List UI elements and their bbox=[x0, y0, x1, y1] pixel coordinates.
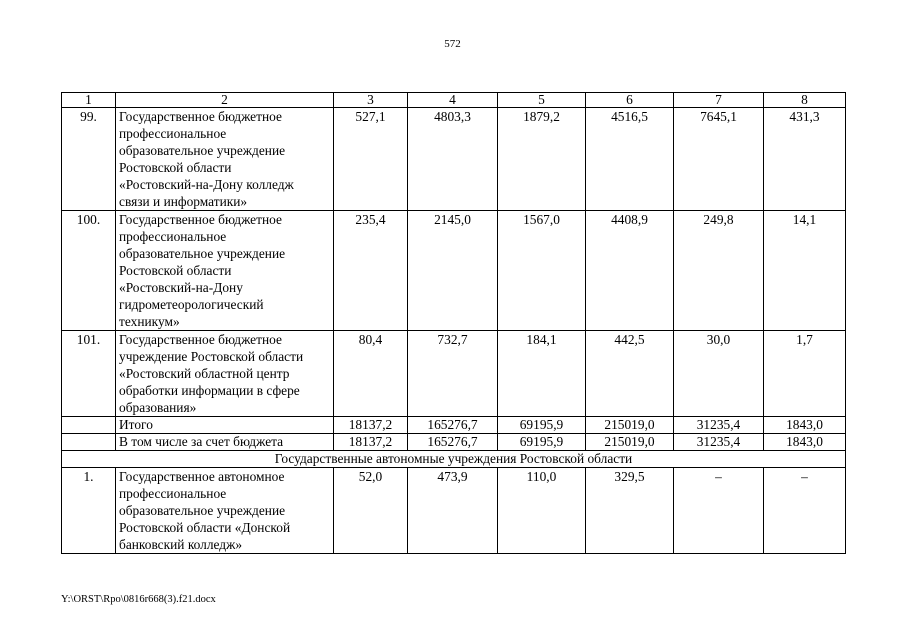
value-cell: 1843,0 bbox=[764, 434, 846, 451]
column-header: 1 bbox=[62, 93, 116, 108]
header-row bbox=[62, 93, 846, 108]
value-cell: 235,4 bbox=[334, 211, 408, 331]
column-header: 3 bbox=[334, 93, 408, 108]
institution-name-line: банковский колледж» bbox=[119, 537, 243, 552]
value-cell: 7645,1 bbox=[674, 108, 764, 211]
value-cell: 80,4 bbox=[334, 331, 408, 417]
total-row bbox=[62, 434, 846, 451]
row-number: 100. bbox=[62, 211, 116, 331]
value-cell: 69195,9 bbox=[498, 434, 586, 451]
value-cell: 2145,0 bbox=[408, 211, 498, 331]
value-cell: 31235,4 bbox=[674, 434, 764, 451]
institution-name-line: учреждение Ростовской области bbox=[119, 349, 304, 364]
institution-name-line: Государственное бюджетное bbox=[119, 332, 282, 347]
institution-name-line: образовательное учреждение bbox=[119, 246, 286, 261]
institution-name-line: образовательное учреждение bbox=[119, 503, 286, 518]
value-cell: 69195,9 bbox=[498, 417, 586, 434]
table-row bbox=[62, 211, 846, 331]
value-cell: 18137,2 bbox=[334, 434, 408, 451]
value-cell: 329,5 bbox=[586, 468, 674, 554]
total-row bbox=[62, 417, 846, 434]
column-header: 5 bbox=[498, 93, 586, 108]
table-row bbox=[62, 108, 846, 211]
value-cell: 249,8 bbox=[674, 211, 764, 331]
institution-name-line: Ростовской области «Донской bbox=[119, 520, 291, 535]
institution-name-line: «Ростовский-на-Дону bbox=[119, 280, 243, 295]
value-cell: 1843,0 bbox=[764, 417, 846, 434]
value-cell: 1567,0 bbox=[498, 211, 586, 331]
total-label: Итого bbox=[116, 417, 334, 434]
value-cell: 52,0 bbox=[334, 468, 408, 554]
value-cell: 4408,9 bbox=[586, 211, 674, 331]
value-cell: 4516,5 bbox=[586, 108, 674, 211]
institution-name-line: профессиональное bbox=[119, 486, 227, 501]
value-cell: 732,7 bbox=[408, 331, 498, 417]
institution-name-line: Ростовской области bbox=[119, 160, 232, 175]
institution-name bbox=[116, 108, 334, 211]
value-cell: 165276,7 bbox=[408, 417, 498, 434]
value-cell: 215019,0 bbox=[586, 434, 674, 451]
value-cell: 14,1 bbox=[764, 211, 846, 331]
value-cell: 431,3 bbox=[764, 108, 846, 211]
value-cell: 30,0 bbox=[674, 331, 764, 417]
total-label: В том числе за счет бюджета bbox=[116, 434, 334, 451]
value-cell: 4803,3 bbox=[408, 108, 498, 211]
institution-name-line: Государственное автономное bbox=[119, 469, 285, 484]
value-cell: 18137,2 bbox=[334, 417, 408, 434]
value-cell: 1,7 bbox=[764, 331, 846, 417]
column-header: 2 bbox=[116, 93, 334, 108]
row-number bbox=[62, 434, 116, 451]
institution-name-line: «Ростовский областной центр bbox=[119, 366, 290, 381]
value-cell: 184,1 bbox=[498, 331, 586, 417]
value-cell: 165276,7 bbox=[408, 434, 498, 451]
institution-name-line: обработки информации в сфере bbox=[119, 383, 300, 398]
row-number: 101. bbox=[62, 331, 116, 417]
data-table bbox=[61, 92, 846, 554]
value-cell: 215019,0 bbox=[586, 417, 674, 434]
institution-name-line: Ростовской области bbox=[119, 263, 232, 278]
institution-name bbox=[116, 211, 334, 331]
value-cell: 527,1 bbox=[334, 108, 408, 211]
institution-name-line: Государственное бюджетное bbox=[119, 109, 282, 124]
institution-name-line: связи и информатики» bbox=[119, 194, 248, 209]
section-row bbox=[62, 451, 846, 468]
column-header: 7 bbox=[674, 93, 764, 108]
column-header: 4 bbox=[408, 93, 498, 108]
row-number: 99. bbox=[62, 108, 116, 211]
institution-name-line: гидрометеорологический bbox=[119, 297, 264, 312]
row-number: 1. bbox=[62, 468, 116, 554]
value-cell: – bbox=[764, 468, 846, 554]
column-header: 6 bbox=[586, 93, 674, 108]
page-number: 572 bbox=[444, 38, 461, 50]
section-title: Государственные автономные учреждения Ростовской области bbox=[62, 451, 846, 468]
institution-name-line: образования» bbox=[119, 400, 197, 415]
value-cell: 110,0 bbox=[498, 468, 586, 554]
institution-name bbox=[116, 331, 334, 417]
column-header: 8 bbox=[764, 93, 846, 108]
institution-name bbox=[116, 468, 334, 554]
value-cell: 442,5 bbox=[586, 331, 674, 417]
row-number bbox=[62, 417, 116, 434]
value-cell: 473,9 bbox=[408, 468, 498, 554]
value-cell: – bbox=[674, 468, 764, 554]
footer-file-path: Y:\ORST\Rpo\0816r668(3).f21.docx bbox=[61, 594, 216, 605]
institution-name-line: профессиональное bbox=[119, 229, 227, 244]
institution-name-line: образовательное учреждение bbox=[119, 143, 286, 158]
table-row bbox=[62, 331, 846, 417]
institution-name-line: профессиональное bbox=[119, 126, 227, 141]
institution-name-line: Государственное бюджетное bbox=[119, 212, 282, 227]
value-cell: 1879,2 bbox=[498, 108, 586, 211]
institution-name-line: техникум» bbox=[119, 314, 180, 329]
institution-name-line: «Ростовский-на-Дону колледж bbox=[119, 177, 294, 192]
table-row bbox=[62, 468, 846, 554]
value-cell: 31235,4 bbox=[674, 417, 764, 434]
